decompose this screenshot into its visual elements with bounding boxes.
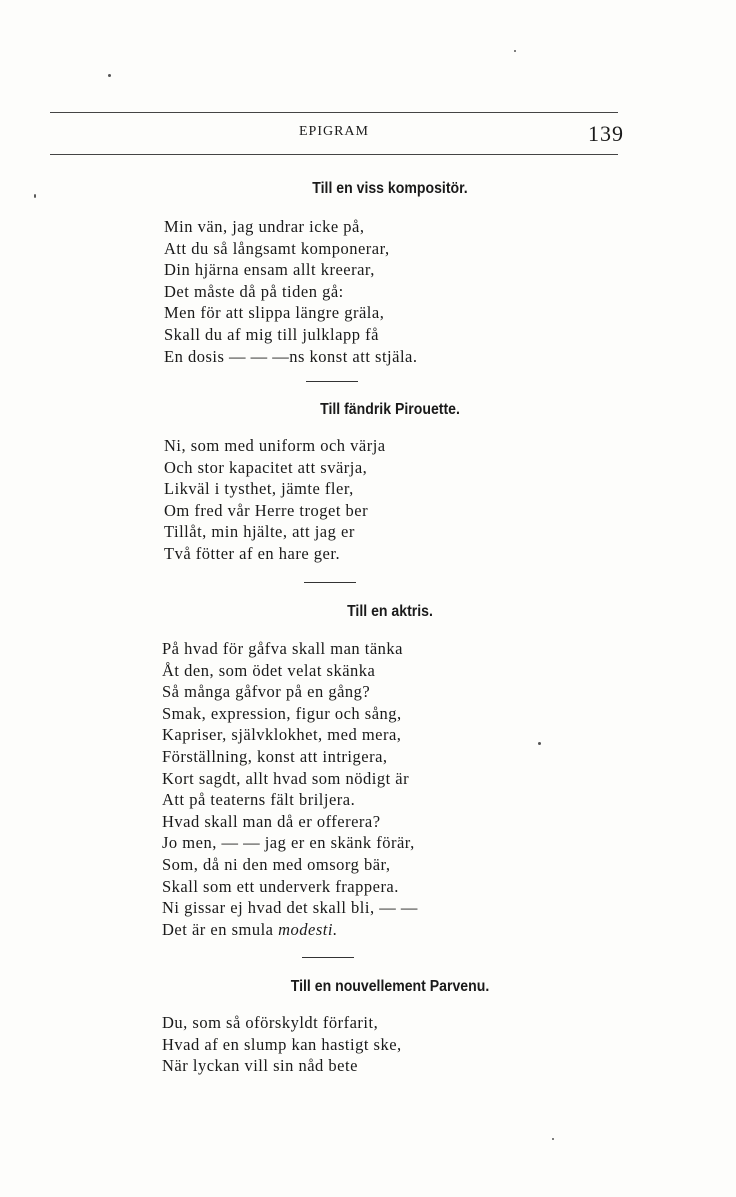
poem-line: Hvad af en slump kan hastigt ske, <box>162 1034 402 1054</box>
section-divider <box>306 381 358 382</box>
print-speck <box>34 194 36 198</box>
header-top-rule <box>50 112 618 113</box>
section-divider <box>304 582 356 583</box>
print-speck <box>538 742 541 745</box>
poem-line: Om fred vår Herre troget ber <box>164 500 369 520</box>
poem-line: Tillåt, min hjälte, att jag er <box>164 522 355 542</box>
poem-body <box>164 216 418 367</box>
print-speck <box>108 74 111 77</box>
poem-line: En dosis — — —ns konst att stjäla. <box>164 346 418 366</box>
poem-line: Skall som ett underverk frappera. <box>162 876 399 896</box>
poem-line: Åt den, som ödet velat skänka <box>162 660 376 680</box>
poem-line: Ni, som med uniform och värja <box>164 436 386 455</box>
poem-line <box>162 919 418 941</box>
poem-line: Hvad skall man då er offerera? <box>162 811 381 831</box>
poem-line: När lyckan vill sin nåd bete <box>162 1056 358 1076</box>
poem-line: Ni gissar ej hvad det skall bli, — — <box>162 898 418 918</box>
running-title: EPIGRAM <box>298 124 369 139</box>
poem-line: Min vän, jag undrar icke på, <box>164 217 365 236</box>
italic-word: modesti. <box>278 919 338 939</box>
header-bottom-rule <box>50 154 618 155</box>
poem-body <box>162 638 418 940</box>
poem-line: Kapriser, självklokhet, med mera, <box>162 725 402 745</box>
poem-line: Men för att slippa längre gräla, <box>164 303 385 323</box>
poem-line: Två fötter af en hare ger. <box>164 543 341 563</box>
poem-line: Så många gåfvor på en gång? <box>162 682 371 702</box>
section-divider <box>302 957 354 958</box>
page-number: 139 <box>588 121 624 146</box>
poem-heading: Till en viss kompositör. <box>312 180 468 197</box>
poem-body <box>164 435 386 565</box>
poem-line-text: Det är en smula <box>162 919 279 939</box>
poem-body <box>162 1012 402 1077</box>
poem-line: Det måste då på tiden gå: <box>164 281 344 301</box>
print-speck <box>514 50 516 52</box>
poem-heading: Till en aktris. <box>347 603 433 620</box>
poem-heading: Till fändrik Pirouette. <box>320 401 460 418</box>
poem-line: Att du så långsamt komponerar, <box>164 238 390 258</box>
poem-line: På hvad för gåfva skall man tänka <box>162 639 404 658</box>
poem-line: Och stor kapacitet att svärja, <box>164 457 368 477</box>
poem-line: Att på teaterns fält briljera. <box>162 790 356 810</box>
poem-line: Kort sagdt, allt hvad som nödigt är <box>162 768 410 788</box>
poem-line: Jo men, — — jag er en skänk förär, <box>162 833 415 853</box>
poem-heading: Till en nouvellement Parvenu. <box>290 978 490 995</box>
poem-line: Förställning, konst att intrigera, <box>162 746 388 766</box>
poem-line: Som, då ni den med omsorg bär, <box>162 854 391 874</box>
poem-line: Du, som så oförskyldt förfarit, <box>162 1013 379 1032</box>
poem-line: Likväl i tysthet, jämte fler, <box>164 479 354 499</box>
print-speck <box>552 1138 554 1140</box>
poem-line: Smak, expression, figur och sång, <box>162 703 402 723</box>
poem-line: Skall du af mig till julklapp få <box>164 324 379 344</box>
poem-line: Din hjärna ensam allt kreerar, <box>164 260 375 280</box>
